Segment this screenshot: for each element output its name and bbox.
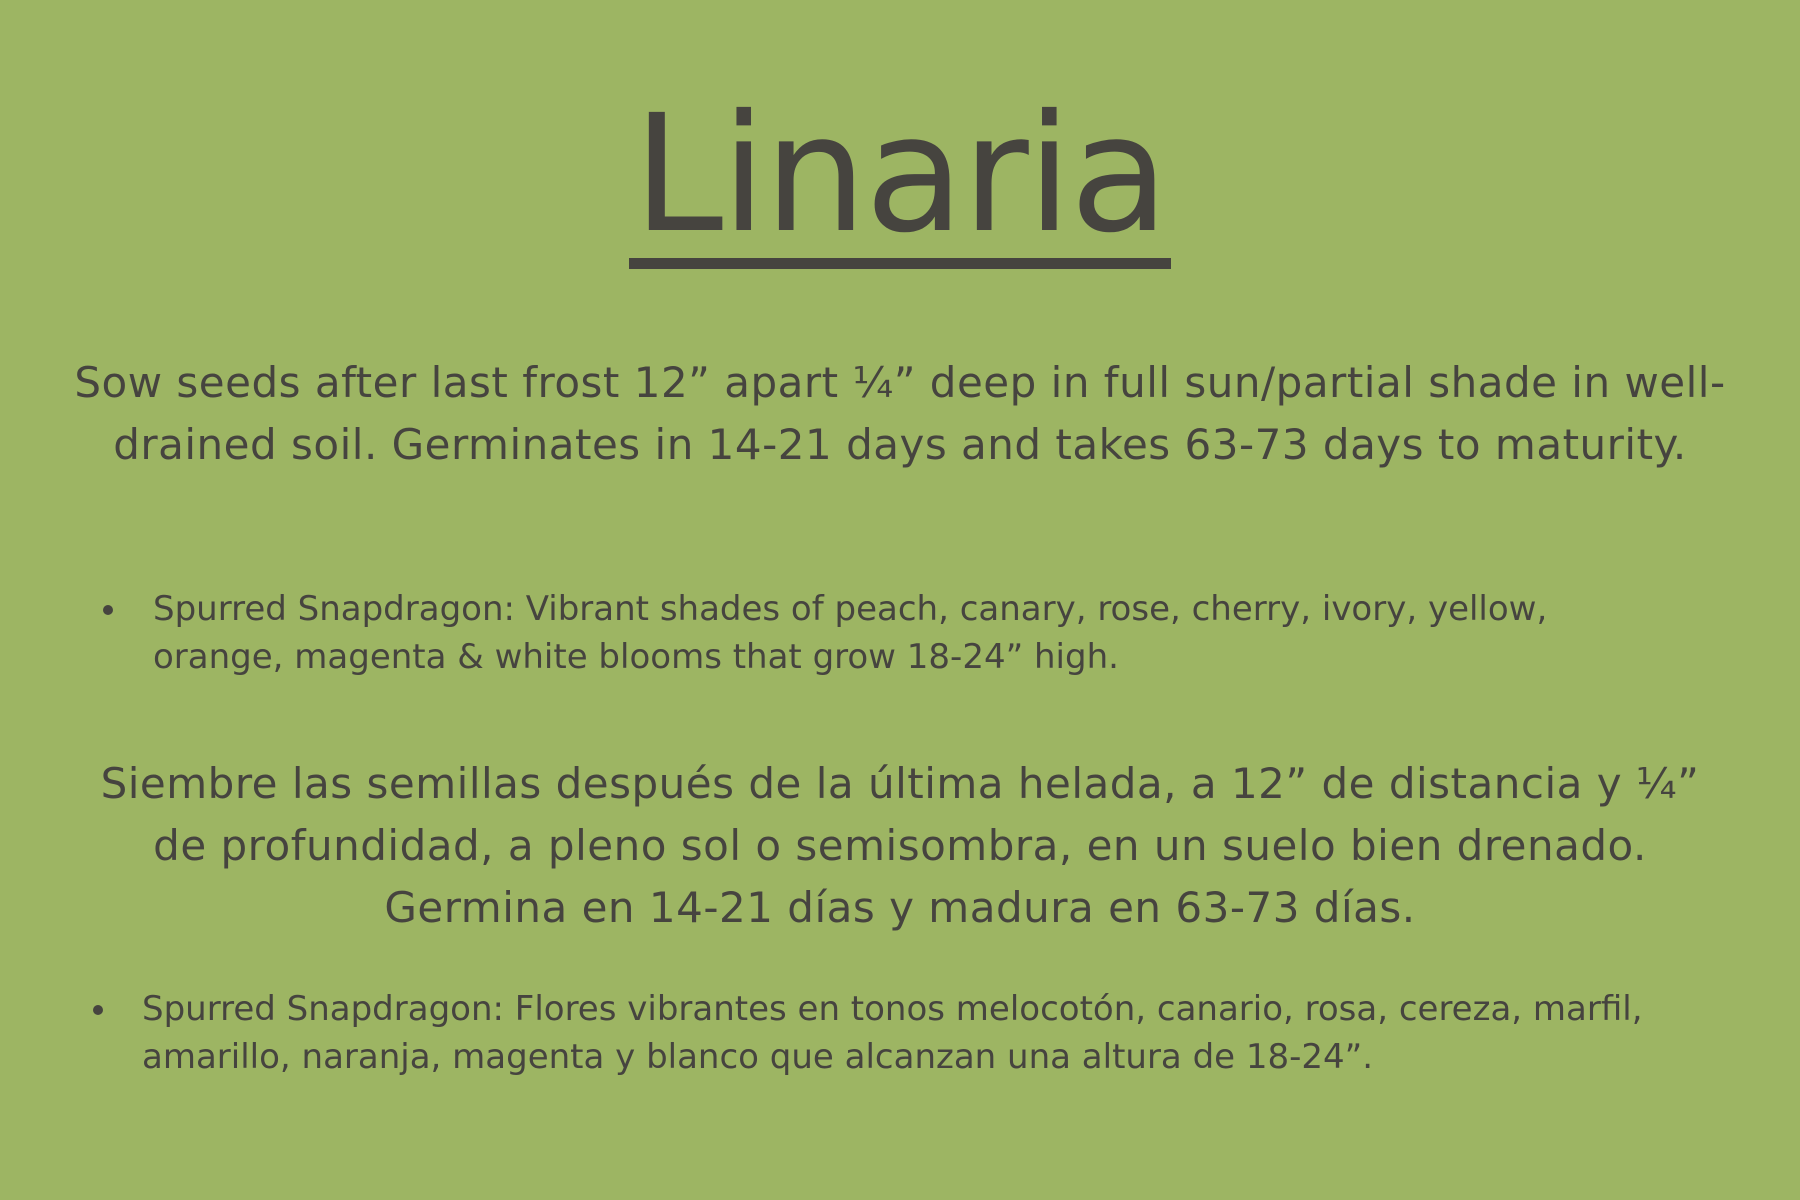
- spanish-planting-instructions: Siembre las semillas después de la última helada, a 12” de distancia y ¼” de profundidad, a pleno sol o semisombra, en un suelo bien drenado. Germina en 14-21 días y madura en 63-73 días.: [100, 759, 1700, 932]
- list-item: [0, 585, 1583, 681]
- list-item: [0, 985, 1682, 1081]
- english-variety-list: [0, 585, 1800, 681]
- bullet-dot-icon: [93, 1005, 103, 1015]
- variety-description: Spurred Snapdragon: Flores vibrantes en tonos melocotón, canario, rosa, cereza, marfil, amarillo, naranja, magenta y blanco que alcanzan una altura de 18-24”.: [142, 989, 1643, 1077]
- page-title-text: Linaria: [629, 94, 1171, 269]
- page-title: [0, 81, 1800, 269]
- english-planting-instructions: Sow seeds after last frost 12” apart ¼” deep in full sun/partial shade in well-drained soil. Germinates in 14-21 days and takes 63-73 days to maturity.: [74, 358, 1726, 469]
- bullet-dot-icon: [103, 605, 113, 615]
- spanish-variety-list: [0, 985, 1800, 1081]
- variety-description: Spurred Snapdragon: Vibrant shades of peach, canary, rose, cherry, ivory, yellow, orange, magenta & white blooms that grow 18-24” high.: [153, 589, 1548, 677]
